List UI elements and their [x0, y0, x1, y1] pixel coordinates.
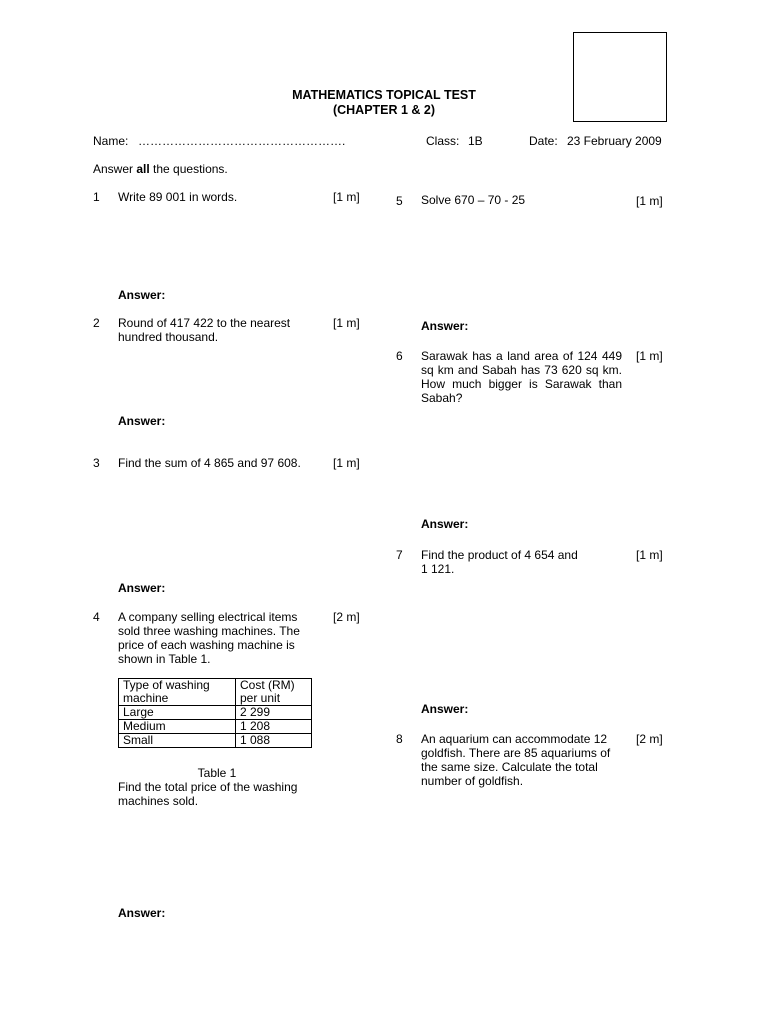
question-5-number: 5: [396, 194, 403, 208]
instruction-pre: Answer: [93, 162, 137, 176]
question-7-text-line-2: 1 121.: [421, 562, 455, 576]
table-caption: Table 1: [197, 766, 237, 780]
question-2-marks: [1 m]: [333, 316, 360, 330]
table-cell: Medium: [119, 720, 236, 734]
table-cell: 2 299: [236, 706, 312, 720]
question-6-answer-label: Answer:: [421, 517, 469, 531]
test-subtitle: (CHAPTER 1 & 2): [332, 103, 436, 117]
table-cell: 1 208: [236, 720, 312, 734]
table-row: [119, 734, 312, 748]
date-value: 23 February 2009: [567, 134, 662, 148]
question-1-text: Write 89 001 in words.: [118, 190, 238, 204]
question-1-number: 1: [93, 190, 100, 204]
question-5-marks: [1 m]: [636, 194, 663, 208]
question-6-text: Sarawak has a land area of 124 449 sq km and Sabah has 73 620 sq km. How much bigger is Sarawak than Sabah?: [421, 349, 622, 405]
question-8-text: An aquarium can accommodate 12 goldfish. There are 85 aquariums of the same size. Calculate the total number of goldfish.: [421, 732, 611, 788]
question-4-answer-label: Answer:: [118, 906, 166, 920]
question-2-text: Round of 417 422 to the nearest hundred thousand.: [118, 316, 291, 344]
table-header-row: [119, 679, 312, 706]
question-7-text: [421, 548, 626, 576]
question-8-number: 8: [396, 732, 403, 746]
price-table: [118, 678, 312, 748]
instruction-post: the questions.: [149, 162, 228, 176]
table-header-cost: Cost (RM) per unit: [236, 679, 312, 706]
table-header-type: Type of washing machine: [119, 679, 236, 706]
score-box: [573, 32, 667, 122]
question-3-answer-label: Answer:: [118, 581, 166, 595]
table-row: [119, 720, 312, 734]
table-cell: 1 088: [236, 734, 312, 748]
question-2-number: 2: [93, 316, 100, 330]
question-3-text: Find the sum of 4 865 and 97 608.: [118, 456, 301, 470]
question-6-marks: [1 m]: [636, 349, 663, 363]
name-dots: …………………………………………….: [138, 134, 346, 148]
question-4-followup: Find the total price of the washing machines sold.: [118, 780, 298, 808]
question-1-answer-label: Answer:: [118, 288, 166, 302]
question-7-answer-label: Answer:: [421, 702, 469, 716]
question-2-answer-label: Answer:: [118, 414, 166, 428]
question-7-number: 7: [396, 548, 403, 562]
instruction: [93, 162, 228, 176]
table-cell: Large: [119, 706, 236, 720]
question-5-answer-label: Answer:: [421, 319, 469, 333]
question-4-marks: [2 m]: [333, 610, 360, 624]
question-4-text: A company selling electrical items sold three washing machines. The price of each washing machine is shown in Table 1.: [118, 610, 300, 666]
question-6-number: 6: [396, 349, 403, 363]
question-3-number: 3: [93, 456, 100, 470]
class-label: Class:: [426, 134, 460, 148]
question-3-marks: [1 m]: [333, 456, 360, 470]
date-label: Date:: [529, 134, 558, 148]
question-8-marks: [2 m]: [636, 732, 663, 746]
test-title: MATHEMATICS TOPICAL TEST: [292, 88, 476, 102]
instruction-bold: all: [136, 162, 150, 176]
name-label: Name:: [93, 134, 129, 148]
question-5-text: Solve 670 – 70 - 25: [421, 193, 526, 207]
class-value: 1B: [468, 134, 483, 148]
question-4-number: 4: [93, 610, 100, 624]
table-cell: Small: [119, 734, 236, 748]
question-7-text-line-1: Find the product of 4 654 and: [421, 548, 578, 562]
question-1-marks: [1 m]: [333, 190, 360, 204]
question-7-marks: [1 m]: [636, 548, 663, 562]
table-row: [119, 706, 312, 720]
